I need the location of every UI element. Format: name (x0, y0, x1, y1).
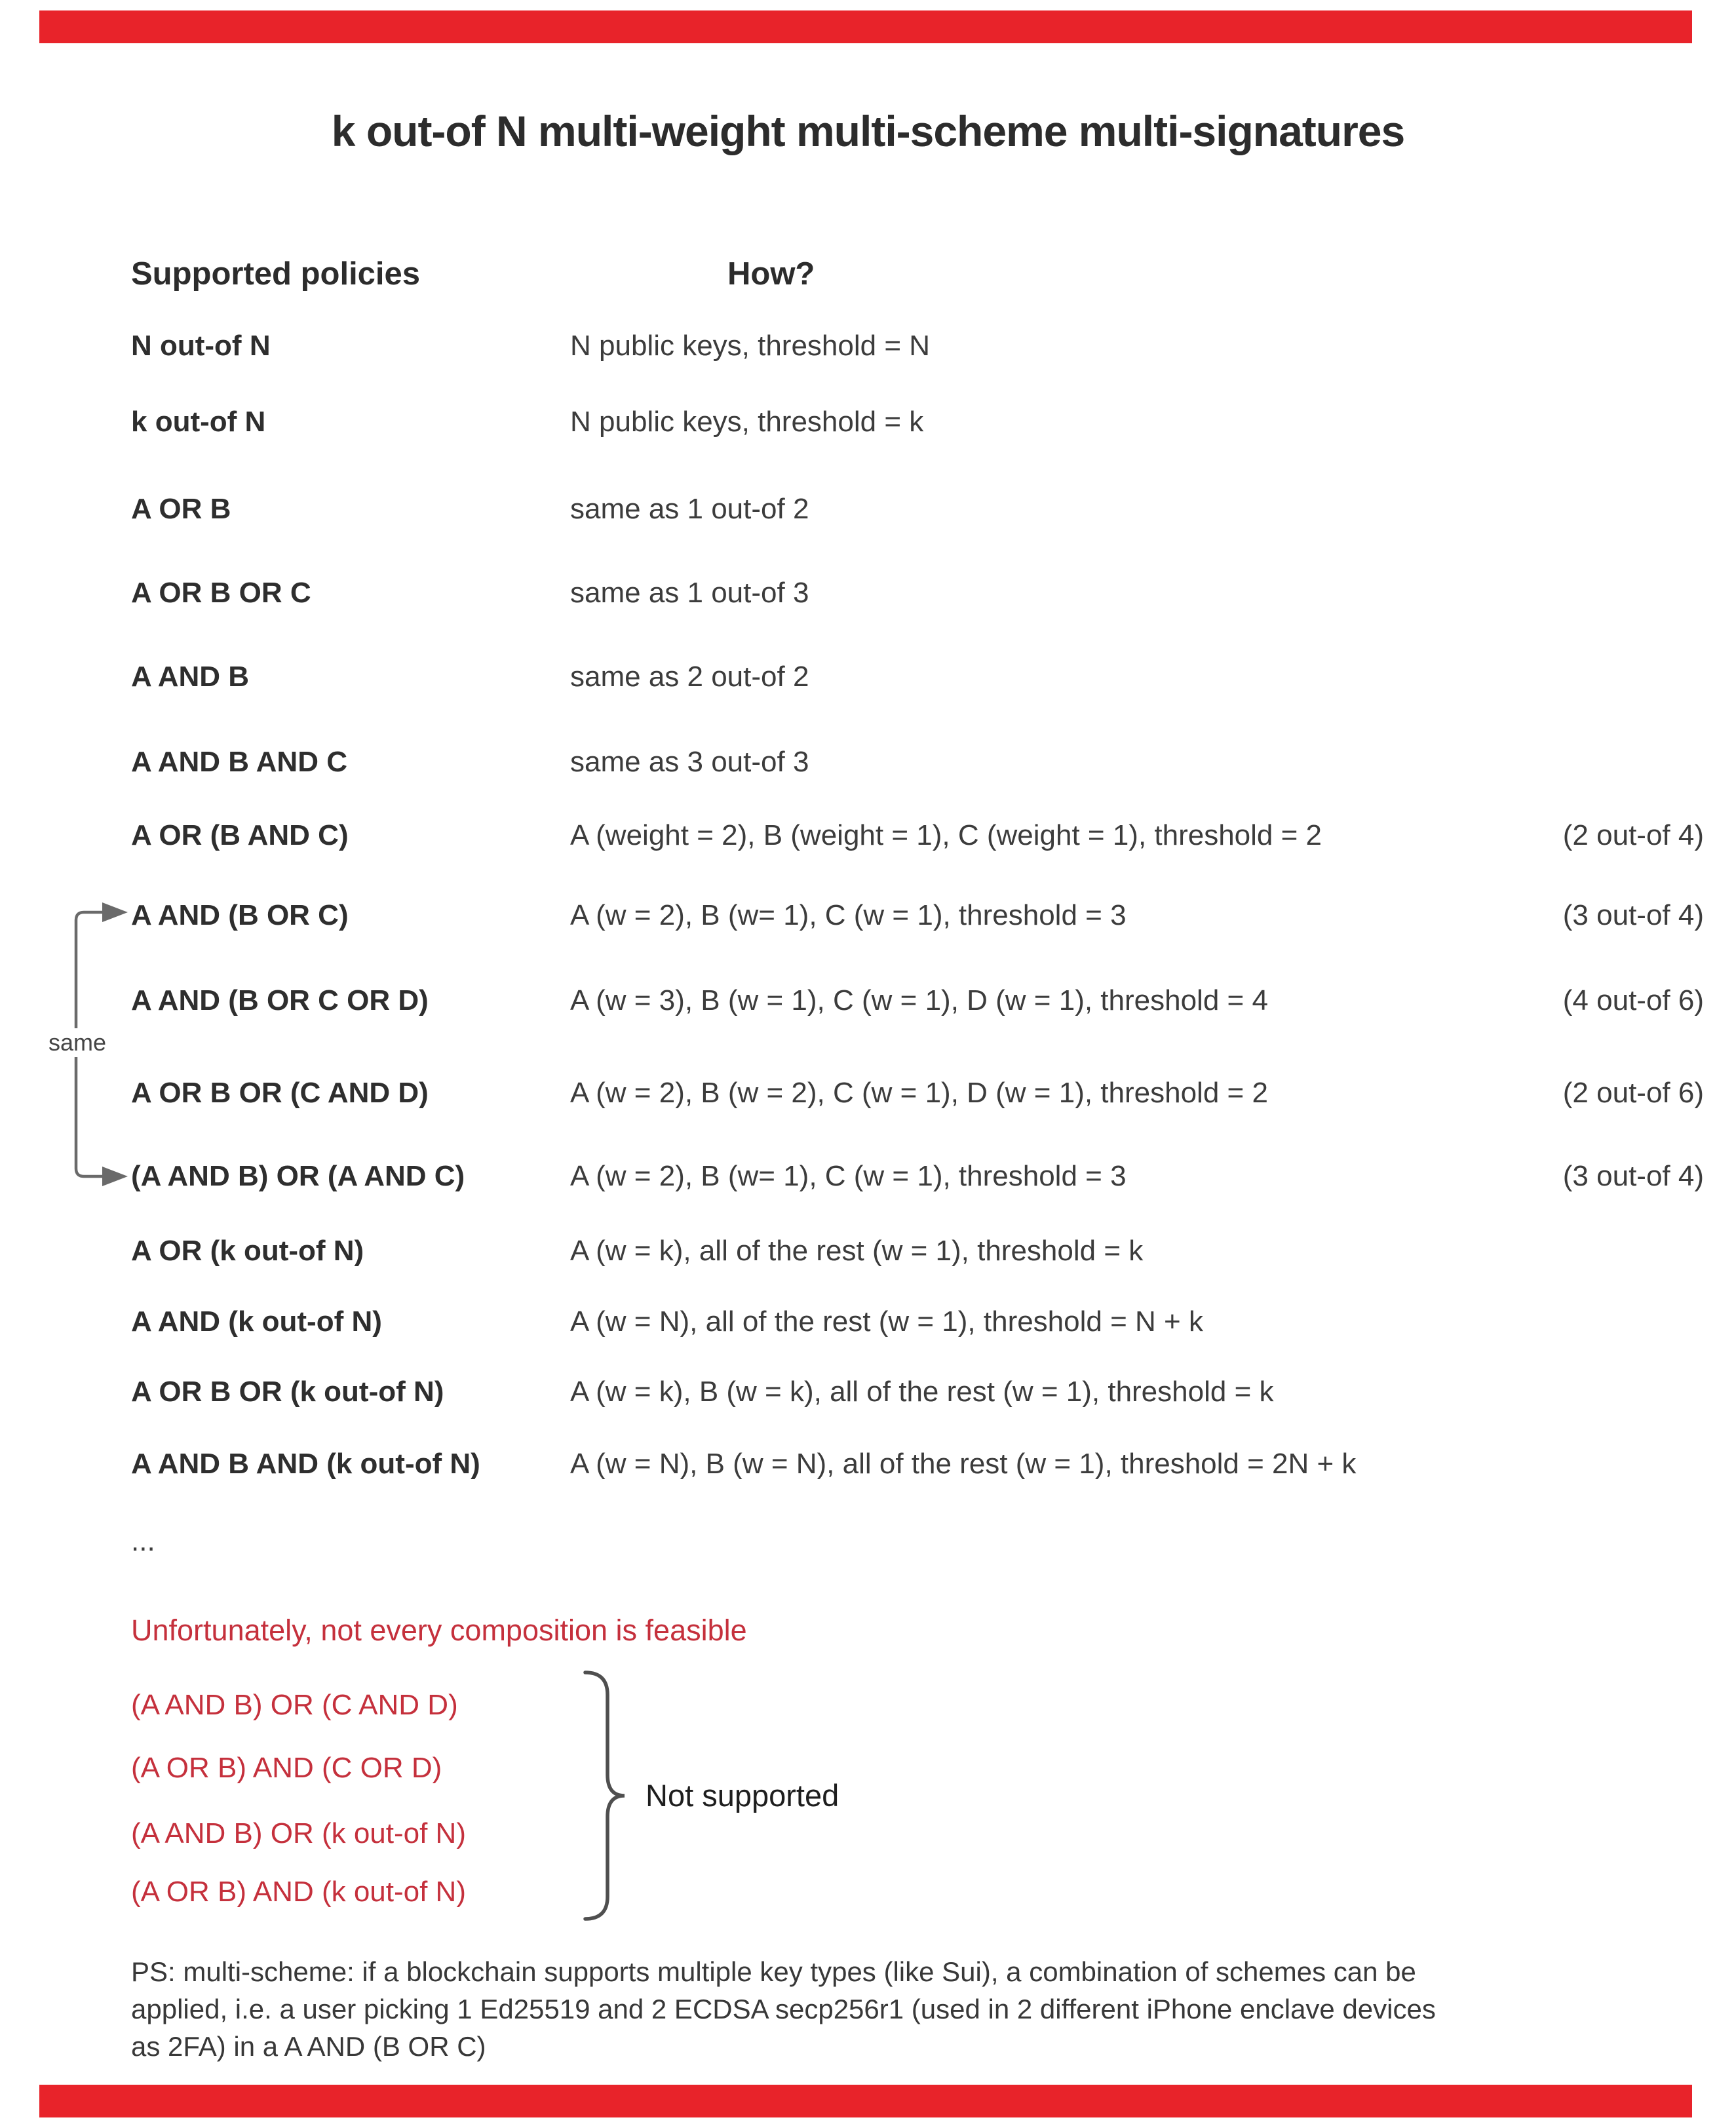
ps-footnote (131, 1953, 1678, 2065)
policy-cell: A OR B OR C (131, 577, 311, 609)
infeasible-item: (A OR B) AND (C OR D) (131, 1752, 442, 1784)
ps-line: PS: multi-scheme: if a blockchain supports multiple key types (like Sui), a combination of schemes can be (131, 1956, 1416, 1987)
how-cell: same as 1 out-of 3 (570, 577, 809, 609)
policy-cell: A AND B AND C (131, 746, 347, 778)
ps-line: applied, i.e. a user picking 1 Ed25519 and 2 ECDSA secp256r1 (used in 2 different iPhone enclave devices (131, 1994, 1436, 2024)
policy-cell: A AND B AND (k out-of N) (131, 1448, 480, 1480)
equivalence-cell: (3 out-of 4) (1562, 899, 1704, 931)
policy-cell: (A AND B) OR (A AND C) (131, 1160, 465, 1192)
equivalence-cell: (2 out-of 6) (1562, 1077, 1704, 1109)
infeasible-item: (A AND B) OR (k out-of N) (131, 1817, 466, 1849)
policy-cell: k out-of N (131, 406, 266, 438)
how-cell: A (weight = 2), B (weight = 1), C (weight = 1), threshold = 2 (570, 819, 1322, 851)
how-cell: A (w = 2), B (w= 1), C (w = 1), threshold = 3 (570, 1160, 1127, 1192)
policy-cell: A OR (B AND C) (131, 819, 349, 851)
how-cell: N public keys, threshold = k (570, 406, 924, 438)
arrow-right-icon (102, 1167, 128, 1186)
policy-cell: N out-of N (131, 330, 271, 362)
policy-cell: A OR B OR (C AND D) (131, 1077, 429, 1109)
same-annotation-label: same (45, 1028, 110, 1057)
how-cell: A (w = N), all of the rest (w = 1), threshold = N + k (570, 1305, 1203, 1338)
ellipsis-text: ... (131, 1525, 155, 1557)
column-header-how: How? (727, 256, 815, 292)
policy-cell: A AND (k out-of N) (131, 1305, 382, 1338)
ps-line: as 2FA) in a A AND (B OR C) (131, 2031, 486, 2062)
policy-cell: A OR B (131, 493, 231, 525)
how-cell: same as 3 out-of 3 (570, 746, 809, 778)
equivalence-cell: (3 out-of 4) (1562, 1160, 1704, 1192)
policy-cell: A AND (B OR C) (131, 899, 349, 931)
policy-cell: A OR (k out-of N) (131, 1235, 364, 1267)
policy-cell: A AND (B OR C OR D) (131, 984, 429, 1016)
not-supported-label: Not supported (646, 1778, 839, 1813)
equivalence-cell: (2 out-of 4) (1562, 819, 1704, 851)
how-cell: same as 1 out-of 2 (570, 493, 809, 525)
how-cell: A (w = N), B (w = N), all of the rest (w = 1), threshold = 2N + k (570, 1448, 1357, 1480)
how-cell: A (w = k), B (w = k), all of the rest (w = 1), threshold = k (570, 1376, 1274, 1408)
policy-cell: A AND B (131, 661, 250, 693)
infeasible-item: (A OR B) AND (k out-of N) (131, 1876, 466, 1908)
infeasible-heading: Unfortunately, not every composition is feasible (131, 1614, 747, 1647)
column-header-supported-policies: Supported policies (131, 256, 421, 292)
how-cell: A (w = 2), B (w= 1), C (w = 1), threshold = 3 (570, 899, 1127, 931)
infeasible-item: (A AND B) OR (C AND D) (131, 1689, 458, 1721)
equivalence-cell: (4 out-of 6) (1562, 984, 1704, 1016)
how-cell: N public keys, threshold = N (570, 330, 931, 362)
how-cell: A (w = 2), B (w = 2), C (w = 1), D (w = 1), threshold = 2 (570, 1077, 1268, 1109)
arrow-right-icon (102, 902, 128, 922)
how-cell: same as 2 out-of 2 (570, 661, 809, 693)
how-cell: A (w = k), all of the rest (w = 1), threshold = k (570, 1235, 1144, 1267)
page-title: k out-of N multi-weight multi-scheme multi-signatures (331, 107, 1405, 155)
how-cell: A (w = 3), B (w = 1), C (w = 1), D (w = 1), threshold = 4 (570, 984, 1268, 1016)
policy-cell: A OR B OR (k out-of N) (131, 1376, 444, 1408)
curly-brace-icon (585, 1672, 625, 1919)
